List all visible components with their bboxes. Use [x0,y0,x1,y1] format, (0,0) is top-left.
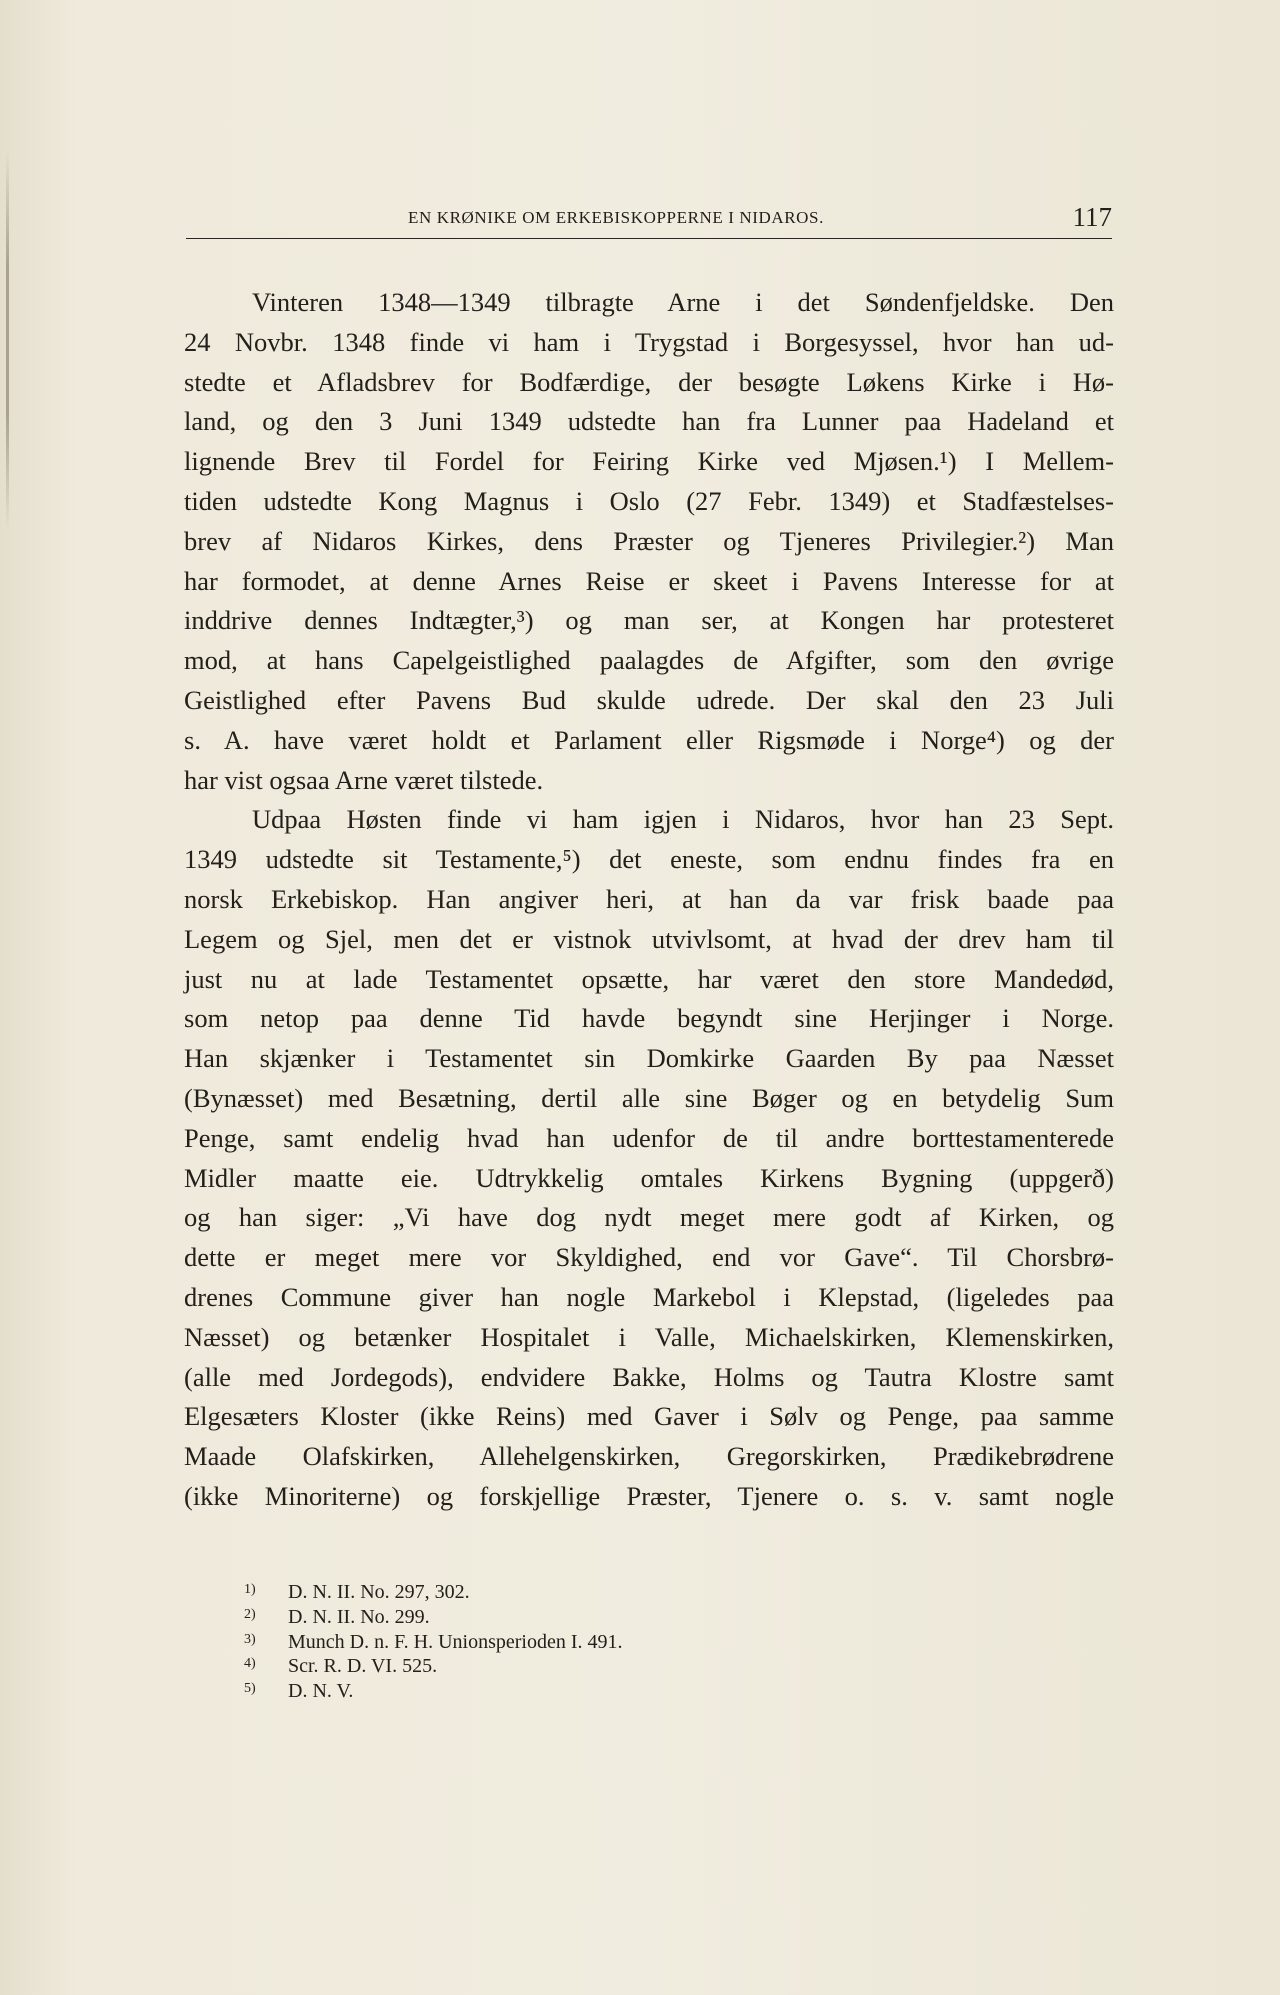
text-line: (Bynæsset) med Besætning, dertil alle sine Bøger og en betydelig Sum [184,1082,1114,1113]
footnote-text: D. N. II. No. 299. [288,1605,430,1628]
text-line: just nu at lade Testamentet opsætte, har været den store Mandedød, [184,963,1114,994]
text-line: inddrive dennes Indtægter,³) og man ser, at Kongen har protesteret [184,605,1114,636]
text-line: Geistlighed efter Pavens Bud skulde udrede. Der skal den 23 Juli [184,684,1114,715]
text-line: Vinteren 1348—1349 tilbragte Arne i det Søndenfjeldske. Den [252,287,1114,317]
footnote-text: Scr. R. D. VI. 525. [288,1655,438,1678]
text-line: land, og den 3 Juni 1349 udstedte han fra Lunner paa Hadeland et [184,406,1114,437]
text-line: Legem og Sjel, men det er vistnok utvivlsomt, at hvad der drev ham til [184,923,1114,954]
text-line: Elgesæters Kloster (ikke Reins) med Gaver i Sølv og Penge, paa samme [184,1401,1114,1432]
text-line: som netop paa denne Tid havde begyndt sine Herjinger i Norge. [184,1003,1114,1034]
running-title: EN KRØNIKE OM ERKEBISKOPPERNE I NIDAROS. [408,208,824,227]
footnotes [244,1578,884,1702]
text-line: dette er meget mere vor Skyldighed, end vor Gave“. Til Chorsbrø- [184,1242,1114,1273]
footnote-mark: 1) [244,1582,256,1597]
footnote-mark: 5) [244,1681,256,1697]
text-line: og han siger: „Vi have dog nydt meget mere godt af Kirken, og [184,1202,1114,1233]
text-line: (ikke Minoriterne) og forskjellige Præster, Tjenere o. s. v. samt nogle [184,1480,1114,1511]
footnote [244,1603,884,1628]
text-line: Udpaa Høsten finde vi ham igjen i Nidaros, hvor han 23 Sept. [252,804,1114,835]
text-line: lignende Brev til Fordel for Feiring Kirke ved Mjøsen.¹) I Mellem- [184,446,1114,477]
text-line: brev af Nidaros Kirkes, dens Præster og Tjeneres Privilegier.²) Man [184,525,1114,556]
text-line: 24 Novbr. 1348 finde vi ham i Trygstad i Borgesyssel, hvor han ud- [184,326,1114,357]
body-text [184,283,1114,1517]
text-line: Han skjænker i Testamentet sin Domkirke Gaarden By paa Næsset [184,1043,1114,1074]
text-line: norsk Erkebiskop. Han angiver heri, at han da var frisk baade paa [184,883,1114,914]
text-line: tiden udstedte Kong Magnus i Oslo (27 Febr. 1349) et Stadfæstelses- [184,485,1114,516]
header-rule [186,238,1112,239]
text-line: Maade Olafskirken, Allehelgenskirken, Gregorskirken, Prædikebrødrene [184,1441,1114,1472]
text-line: 1349 udstedte sit Testamente,⁵) det eneste, som endnu findes fra en [184,844,1114,875]
page-header [186,198,1112,238]
footnote-text: Munch D. n. F. H. Unionsperioden I. 491. [288,1630,623,1653]
text-line: Penge, samt endelig hvad han udenfor de til andre borttestamenterede [184,1122,1114,1153]
text-line: Næsset) og betænker Hospitalet i Valle, Michaelskirken, Klemenskirken, [184,1321,1114,1352]
footnote [244,1652,884,1677]
text-line: har vist ogsaa Arne været tilstede. [184,764,544,795]
text-line: mod, at hans Capelgeistlighed paalagdes de Afgifter, som den øvrige [184,645,1114,676]
text-line: Midler maatte eie. Udtrykkelig omtales Kirkens Bygning (uppgerð) [184,1162,1114,1193]
text-line: stedte et Afladsbrev for Bodfærdige, der besøgte Løkens Kirke i Hø- [184,366,1114,397]
footnote [244,1578,884,1603]
footnote-mark: 2) [244,1606,256,1622]
text-line: (alle med Jordegods), endvidere Bakke, Holms og Tautra Klostre samt [184,1361,1114,1392]
footnote-mark: 3) [244,1631,256,1647]
footnote [244,1628,884,1653]
page-number: 117 [1072,202,1112,232]
text-line: s. A. have været holdt et Parlament eller Rigsmøde i Norge⁴) og der [184,724,1114,755]
footnote [244,1677,884,1702]
page-edge-shadow [6,150,9,530]
footnote-text: D. N. V. [288,1680,354,1703]
text-line: har formodet, at denne Arnes Reise er skeet i Pavens Interesse for at [184,565,1114,596]
footnote-mark: 4) [244,1656,256,1672]
text-line: drenes Commune giver han nogle Markebol i Klepstad, (ligeledes paa [184,1281,1114,1312]
footnote-text: D. N. II. No. 297, 302. [288,1581,470,1603]
